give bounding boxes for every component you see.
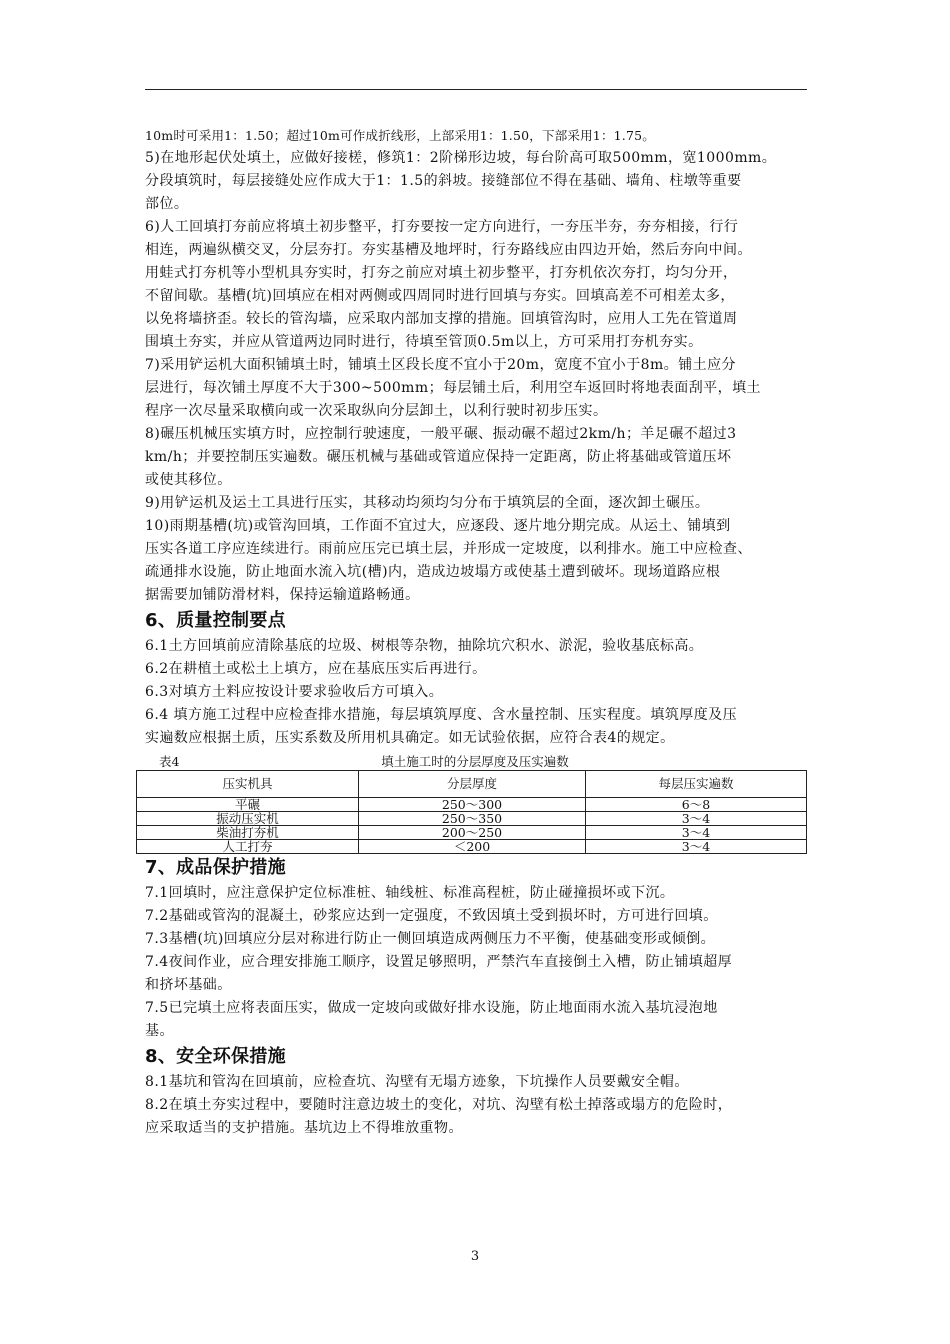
table-caption	[145, 750, 811, 770]
paragraph-line: 部位。	[145, 196, 189, 212]
paragraph-line: 10m时可采用1：1.50；超过10m可作成折线形，上部采用1：1.50，下部采用1：1.75。	[145, 128, 655, 143]
paragraph-line: 应采取适当的支护措施。基坑边上不得堆放重物。	[145, 1120, 463, 1136]
paragraph-line: 7.1回填时，应注意保护定位标准桩、轴线桩、标准高程桩，防止碰撞损坏或下沉。	[145, 885, 675, 901]
paragraph-line: 7.5已完填土应将表面压实，做成一定坡向或做好排水设施，防止地面雨水流入基坑浸泡地	[145, 1000, 718, 1016]
paragraph-line: 以免将墙挤歪。较长的管沟墙，应采取内部加支撑的措施。回填管沟时，应用人工先在管道周	[145, 311, 738, 327]
paragraph-line: 7.2基础或管沟的混凝土，砂浆应达到一定强度，不致因填土受到损坏时，方可进行回填。	[145, 908, 718, 924]
table-row	[137, 798, 807, 812]
page-body	[145, 124, 811, 1140]
paragraph-line: 用蛙式打夯机等小型机具夯实时，打夯之前应对填土初步整平，打夯机依次夯打，均匀分开，	[145, 265, 738, 281]
paragraph-line: 6.2在耕植土或松土上填方，应在基底压实后再进行。	[145, 661, 487, 677]
table-header-row	[137, 771, 807, 798]
table-cell: 平碾	[137, 798, 359, 812]
page-number: 3	[470, 1249, 480, 1264]
paragraph-line: 8)碾压机械压实填方时，应控制行驶速度，一般平碾、振动碾不超过2km/h；羊足碾不超过3	[145, 426, 737, 442]
paragraph-line: km/h；并要控制压实遍数。碾压机械与基础或管道应保持一定距离，防止将基础或管道压坏	[145, 449, 732, 465]
table-cell: ＜200	[359, 840, 586, 854]
table-cell: 人工打夯	[137, 840, 359, 854]
table-title: 填土施工时的分层厚度及压实遍数	[381, 754, 569, 769]
section-6-body	[145, 635, 811, 750]
paragraph-line: 和挤坏基础。	[145, 977, 232, 993]
table-cell: 250～350	[359, 812, 586, 826]
table-cell: 3～4	[586, 826, 807, 840]
header-rule	[145, 89, 807, 90]
paragraph-line: 层进行，每次铺土厚度不大于300~500mm；每层铺土后，利用空车返回时将地表面刮平，填土	[145, 380, 761, 396]
paragraph-line: 8.1基坑和管沟在回填前，应检查坑、沟壁有无塌方迹象，下坑操作人员要戴安全帽。	[145, 1074, 689, 1090]
paragraph-line: 压实各道工序应连续进行。雨前应压完已填土层，并形成一定坡度，以利排水。施工中应检查、	[145, 541, 752, 557]
paragraph-line: 8.2在填土夯实过程中，要随时注意边坡土的变化，对坑、沟壁有松土掉落或塌方的危险时，	[145, 1097, 733, 1113]
paragraph-line: 10)雨期基槽(坑)或管沟回填，工作面不宜过大，应逐段、逐片地分期完成。从运土、铺填到	[145, 518, 731, 534]
paragraph-line: 程序一次尽量采取横向或一次采取纵向分层卸土，以利行驶时初步压实。	[145, 403, 608, 419]
paragraph-line: 相连，两遍纵横交叉，分层夯打。夯实基槽及地坪时，行夯路线应由四边开始，然后夯向中间。	[145, 242, 752, 258]
table-cell: 振动压实机	[137, 812, 359, 826]
paragraph-line: 或使其移位。	[145, 472, 232, 488]
section-8-body	[145, 1071, 811, 1140]
construction-steps	[145, 124, 811, 607]
table-row	[137, 826, 807, 840]
table-label: 表4	[159, 754, 180, 769]
section-6-heading: 6、质量控制要点	[145, 610, 286, 631]
table-cell: 6～8	[586, 798, 807, 812]
paragraph-line: 6.1土方回填前应清除基底的垃圾、树根等杂物，抽除坑穴积水、淤泥，验收基底标高。	[145, 638, 704, 654]
paragraph-line: 基。	[145, 1023, 174, 1039]
paragraph-line: 9)用铲运机及运土工具进行压实，其移动均须均匀分布于填筑层的全面，逐次卸土碾压。	[145, 495, 710, 511]
section-7-heading: 7、成品保护措施	[145, 857, 286, 878]
table-row	[137, 840, 807, 854]
paragraph-line: 据需要加铺防滑材料，保持运输道路畅通。	[145, 587, 420, 603]
paragraph-line: 5)在地形起伏处填土，应做好接槎，修筑1：2阶梯形边坡，每台阶高可取500mm，宽1000mm。	[145, 150, 777, 166]
paragraph-line: 6.3对填方土料应按设计要求验收后方可填入。	[145, 684, 444, 700]
table-row	[137, 812, 807, 826]
header-cell: 压实机具	[137, 771, 359, 798]
paragraph-line: 疏通排水设施，防止地面水流入坑(槽)内，造成边坡塌方或使基土遭到破坏。现场道路应根	[145, 564, 721, 580]
table-cell: 3～4	[586, 840, 807, 854]
table-cell: 250～300	[359, 798, 586, 812]
paragraph-line: 7.4夜间作业，应合理安排施工顺序，设置足够照明，严禁汽车直接倒土入槽，防止铺填超厚	[145, 954, 733, 970]
paragraph-line: 7)采用铲运机大面积铺填土时，铺填土区段长度不宜小于20m，宽度不宜小于8m。铺土应分	[145, 357, 736, 373]
header-cell: 分层厚度	[359, 771, 586, 798]
section-8-heading: 8、安全环保措施	[145, 1046, 286, 1067]
paragraph-line: 不留间歇。基槽(坑)回填应在相对两侧或四周同时进行回填与夯实。回填高差不可相差太多，	[145, 288, 735, 304]
table-cell: 3～4	[586, 812, 807, 826]
paragraph-line: 实遍数应根据土质，压实系数及所用机具确定。如无试验依据，应符合表4的规定。	[145, 730, 675, 746]
table-cell: 柴油打夯机	[137, 826, 359, 840]
paragraph-line: 7.3基槽(坑)回填应分层对称进行防止一侧回填造成两侧压力不平衡，使基础变形或倾倒。	[145, 931, 716, 947]
table-cell: 200～250	[359, 826, 586, 840]
header-cell: 每层压实遍数	[586, 771, 807, 798]
paragraph-line: 6)人工回填打夯前应将填土初步整平，打夯要按一定方向进行，一夯压半夯，夯夯相接，行行	[145, 219, 739, 235]
compaction-table	[136, 770, 807, 854]
paragraph-line: 分段填筑时，每层接缝处应作成大于1：1.5的斜坡。接缝部位不得在基础、墙角、柱墩等重要	[145, 173, 742, 189]
paragraph-line: 6.4 填方施工过程中应检查排水措施，每层填筑厚度、含水量控制、压实程度。填筑厚度及压	[145, 707, 738, 723]
paragraph-line: 围填土夯实，并应从管道两边同时进行，待填至管顶0.5m以上，方可采用打夯机夯实。	[145, 334, 703, 350]
section-7-body	[145, 882, 811, 1043]
